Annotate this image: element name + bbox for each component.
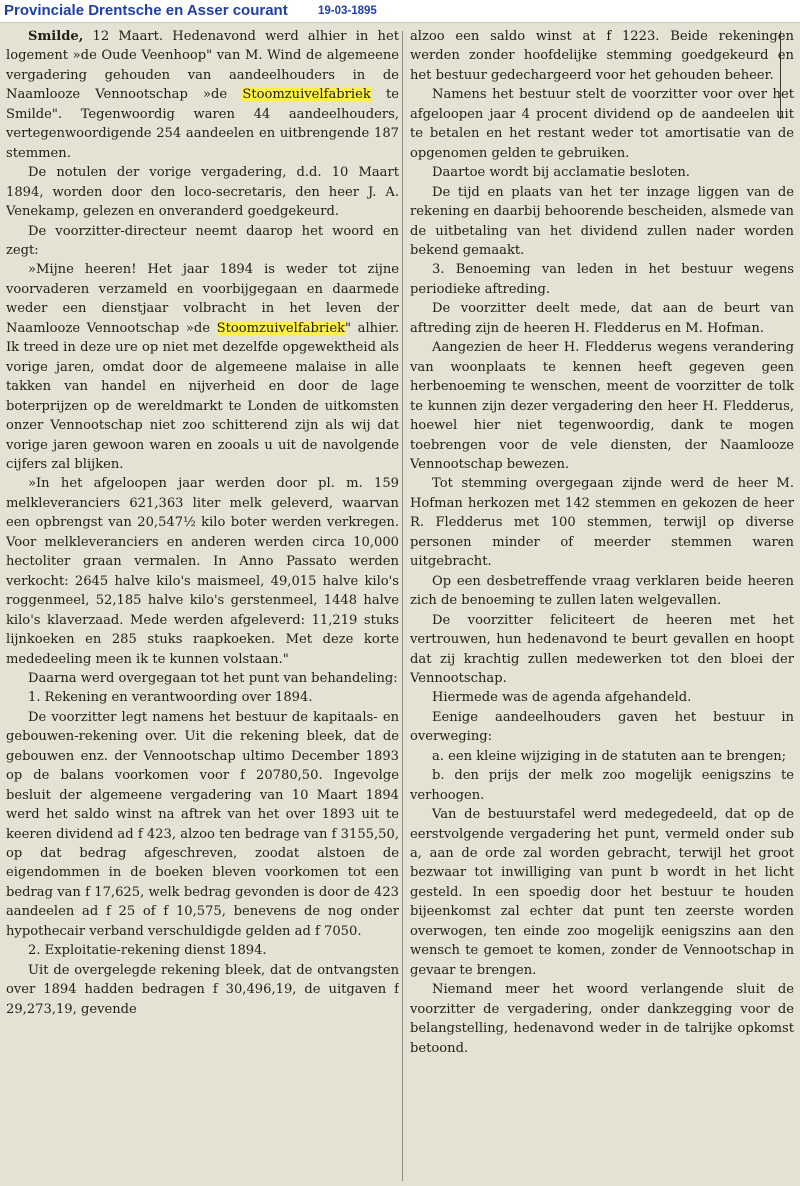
paragraph-text: 3. Benoeming van leden in het bestuur wegens periodieke aftreding. bbox=[410, 262, 794, 297]
paragraph-text: Uit de overgelegde rekening bleek, dat de ontvangsten over 1894 hadden bedragen f 30,496,19, de uitgaven f 29,273,19, gevende bbox=[6, 962, 399, 1017]
paragraph-text: Daarna werd overgegaan tot het punt van behandeling: bbox=[28, 670, 398, 686]
column-divider bbox=[402, 31, 403, 1181]
paragraph-text: Daartoe wordt bij acclamatie besloten. bbox=[432, 165, 690, 181]
publication-date: 19-03-1895 bbox=[318, 5, 377, 17]
paragraph-text: Op een desbetreffende vraag verklaren beide heeren zich de benoeming te zullen laten welgevallen. bbox=[410, 573, 794, 609]
paragraph-text: 2. Exploitatie-rekening dienst 1894. bbox=[28, 943, 267, 959]
paragraph bbox=[6, 708, 399, 941]
paragraph-text: te Smilde". Tegenwoordig waren 44 aandeelhouders, vertegenwoordigende 254 aandeelen en uitbrengende 187 stemmen. bbox=[6, 87, 399, 161]
paragraph-text: Tot stemming overgegaan zijnde werd de heer M. Hofman herkozen met 142 stemmen en gekozen de heer R. Fledderus met 100 stemmen, terwijl op diverse personen minder of meerder stemmen waren uitgebracht. bbox=[410, 476, 794, 570]
paragraph bbox=[410, 299, 794, 338]
paragraph-text: Van de bestuurstafel werd medegedeeld, dat op de eerstvolgende vergadering het punt, vermeld onder sub a, aan de orde zal worden gebracht, terwijl het groot bezwaar tot inwilliging van punt b wordt in het licht gesteld. In een spoedig door het bestuur te houden bijeenkomst zal echter dat punt ten zeerste worden overwogen, ten einde zoo mogelijk eenigszins aan den wensch te gemoet te komen, zonder de Vennootschap in gevaar te brengen. bbox=[410, 807, 794, 978]
paragraph bbox=[6, 27, 399, 163]
paragraph bbox=[6, 941, 399, 960]
lead-word: Smilde, bbox=[28, 29, 84, 44]
paragraph bbox=[410, 27, 794, 85]
paragraph-text: Hiermede was de agenda afgehandeld. bbox=[432, 690, 692, 706]
paragraph-text: Eenige aandeelhouders gaven het bestuur in overweging: bbox=[410, 709, 794, 745]
paragraph bbox=[410, 183, 794, 261]
paragraph bbox=[410, 747, 794, 766]
paragraph bbox=[410, 163, 794, 182]
paragraph bbox=[410, 980, 794, 1058]
paragraph-text: 12 Maart. Hedenavond werd alhier in het logement »de Oude Veenhoop" van M. Wind de algemeene vergadering gehouden van aandeelhouders in de Naamlooze Vennootschap »de bbox=[6, 29, 399, 103]
paragraph bbox=[410, 85, 794, 163]
paragraph bbox=[410, 260, 794, 299]
paragraph-text: De notulen der vorige vergadering, d.d. 10 Maart 1894, worden door den loco-secretaris, den heer J. A. Venekamp, gelezen en onveranderd goedgekeurd. bbox=[6, 165, 399, 220]
paragraph-text: De tijd en plaats van het ter inzage liggen van de rekening en daarbij behoorende bescheiden, alsmede van de uitbetaling van het dividend zullen nader worden bekend gemaakt. bbox=[410, 184, 794, 258]
paragraph-text: 1. Rekening en verantwoording over 1894. bbox=[28, 690, 313, 706]
paragraph bbox=[6, 688, 399, 707]
paragraph bbox=[410, 572, 794, 611]
paragraph-text: »In het afgeloopen jaar werden door pl. m. 159 melkleveranciers 621,363 liter melk geleverd, waarvan een opbrengst van 20,547½ kilo boter werden verkregen. Voor melkleveranciers en anderen werden circa 10,000 hectoliter graan vermalen. In Anno Passato werden verkocht: 2645 halve kilo's maismeel, 49,015 halve kilo's roggenmeel, 52,185 halve kilo's gerstenmeel, 1448 halve kilo's klaverzaad. Mede werden afgeleverd: 11,219 stuks lijnkoeken en 285 stuks raapkoeken. Met deze korte mededeeling meen ik te kunnen volstaan." bbox=[6, 476, 399, 667]
paragraph-text: Aangezien de heer H. Fledderus wegens verandering van woonplaats te kennen heeft gegeven geen herbenoeming te wenschen, meent de voorzitter de tolk te kunnen zijn dezer vergadering den heer H. Fledderus, hoewel hier niet tegenwoordig, dank te mogen toebrengen voor de vele diensten, der Naamlooze Vennootschap bewezen. bbox=[410, 340, 794, 472]
paragraph-text: »Mijne heeren! Het jaar 1894 is weder tot zijne voorvaderen verzameld en voorbijgegaan en daarmede weder een dienstjaar volbracht in het leven der Naamlooze Vennootschap »de bbox=[6, 262, 399, 336]
paragraph-text: De voorzitter-directeur neemt daarop het woord en zegt: bbox=[6, 223, 399, 258]
paragraph bbox=[410, 708, 794, 747]
paragraph bbox=[410, 805, 794, 980]
paragraph bbox=[6, 260, 399, 474]
paragraph bbox=[410, 611, 794, 689]
highlighted-term: Stoomzuivelfabriek bbox=[242, 87, 371, 103]
paragraph bbox=[6, 669, 399, 688]
highlighted-term: Stoomzuivelfabriek bbox=[216, 320, 346, 336]
paragraph-text: b. den prijs der melk zoo mogelijk eenigszins te verhoogen. bbox=[410, 768, 794, 803]
paragraph-text: Niemand meer het woord verlangende sluit de voorzitter de vergadering, onder dankzegging voor de belangstelling, hedenavond weder in de talrijke opkomst betoond. bbox=[410, 982, 794, 1056]
paragraph bbox=[410, 338, 794, 474]
paragraph bbox=[6, 961, 399, 1019]
paragraph-text: alzoo een saldo winst at f 1223. Beide rekeningen werden zonder hoofdelijke stemming goedgekeurd en het bestuur gedechargeerd voor het gehouden beheer. bbox=[410, 29, 794, 83]
paragraph-text: " alhier. Ik treed in deze ure op niet met dezelfde opgewektheid als vorige jaren, omdat door de algemeene malaise in alle takken van handel en nijverheid en door de lage boterprijzen op de wereldmarkt te Londen de uitkomsten onzer Vennootschap niet zoo schitterend zijn als wij dat vorige jaren gewoon waren en zooals u uit de navolgende cijfers zal blijken. bbox=[6, 320, 399, 472]
paragraph bbox=[410, 688, 794, 707]
paragraph-text: Namens het bestuur stelt de voorzitter voor over het afgeloopen jaar 4 procent dividend op de aandeelen uit te betalen en het restant weder tot amortisatie van de opgenomen gelden te gebruiken. bbox=[410, 87, 794, 161]
paragraph bbox=[410, 766, 794, 805]
newspaper-clipping bbox=[0, 22, 800, 1186]
paragraph-text: De voorzitter deelt mede, dat aan de beurt van aftreding zijn de heeren H. Fledderus en M. Hofman. bbox=[410, 301, 794, 336]
paragraph bbox=[6, 222, 399, 261]
paragraph bbox=[6, 474, 399, 669]
article-column-right bbox=[410, 27, 794, 1182]
paragraph-text: De voorzitter legt namens het bestuur de kapitaals- en gebouwen-rekening over. Uit die rekening bleek, dat de gebouwen enz. der Vennootschap ultimo December 1893 op de balans voorkomen voor f 20780,50. Ingevolge besluit der algemeene vergadering van 10 Maart 1894 werd het saldo winst na aftrek van het over 1893 uit te keeren dividend ad f 423, alzoo ten bedrage van f 3155,50, op dat bedrag afgeschreven, zoodat alstoen de eigendommen in de boeken bleven voorkomen tot een bedrag van f 17,625, welk bedrag gevonden is door de 423 aandeelen ad f 25 of f 10,575, benevens de nog onder hypothecair verband verschuldigde gelden ad f 7050. bbox=[6, 709, 399, 939]
paragraph bbox=[6, 163, 399, 221]
newspaper-title: Provinciale Drentsche en Asser courant bbox=[4, 2, 288, 19]
paragraph-text: a. een kleine wijziging in de statuten aan te brengen; bbox=[432, 748, 787, 764]
page-header bbox=[0, 0, 800, 22]
paragraph bbox=[410, 474, 794, 571]
paragraph-text: De voorzitter feliciteert de heeren met het vertrouwen, hun hedenavond te beurt gevallen en hoopt dat zij krachtig zullen medewerken tot den bloei der Vennootschap. bbox=[410, 612, 794, 686]
article-column-left bbox=[6, 27, 399, 1182]
